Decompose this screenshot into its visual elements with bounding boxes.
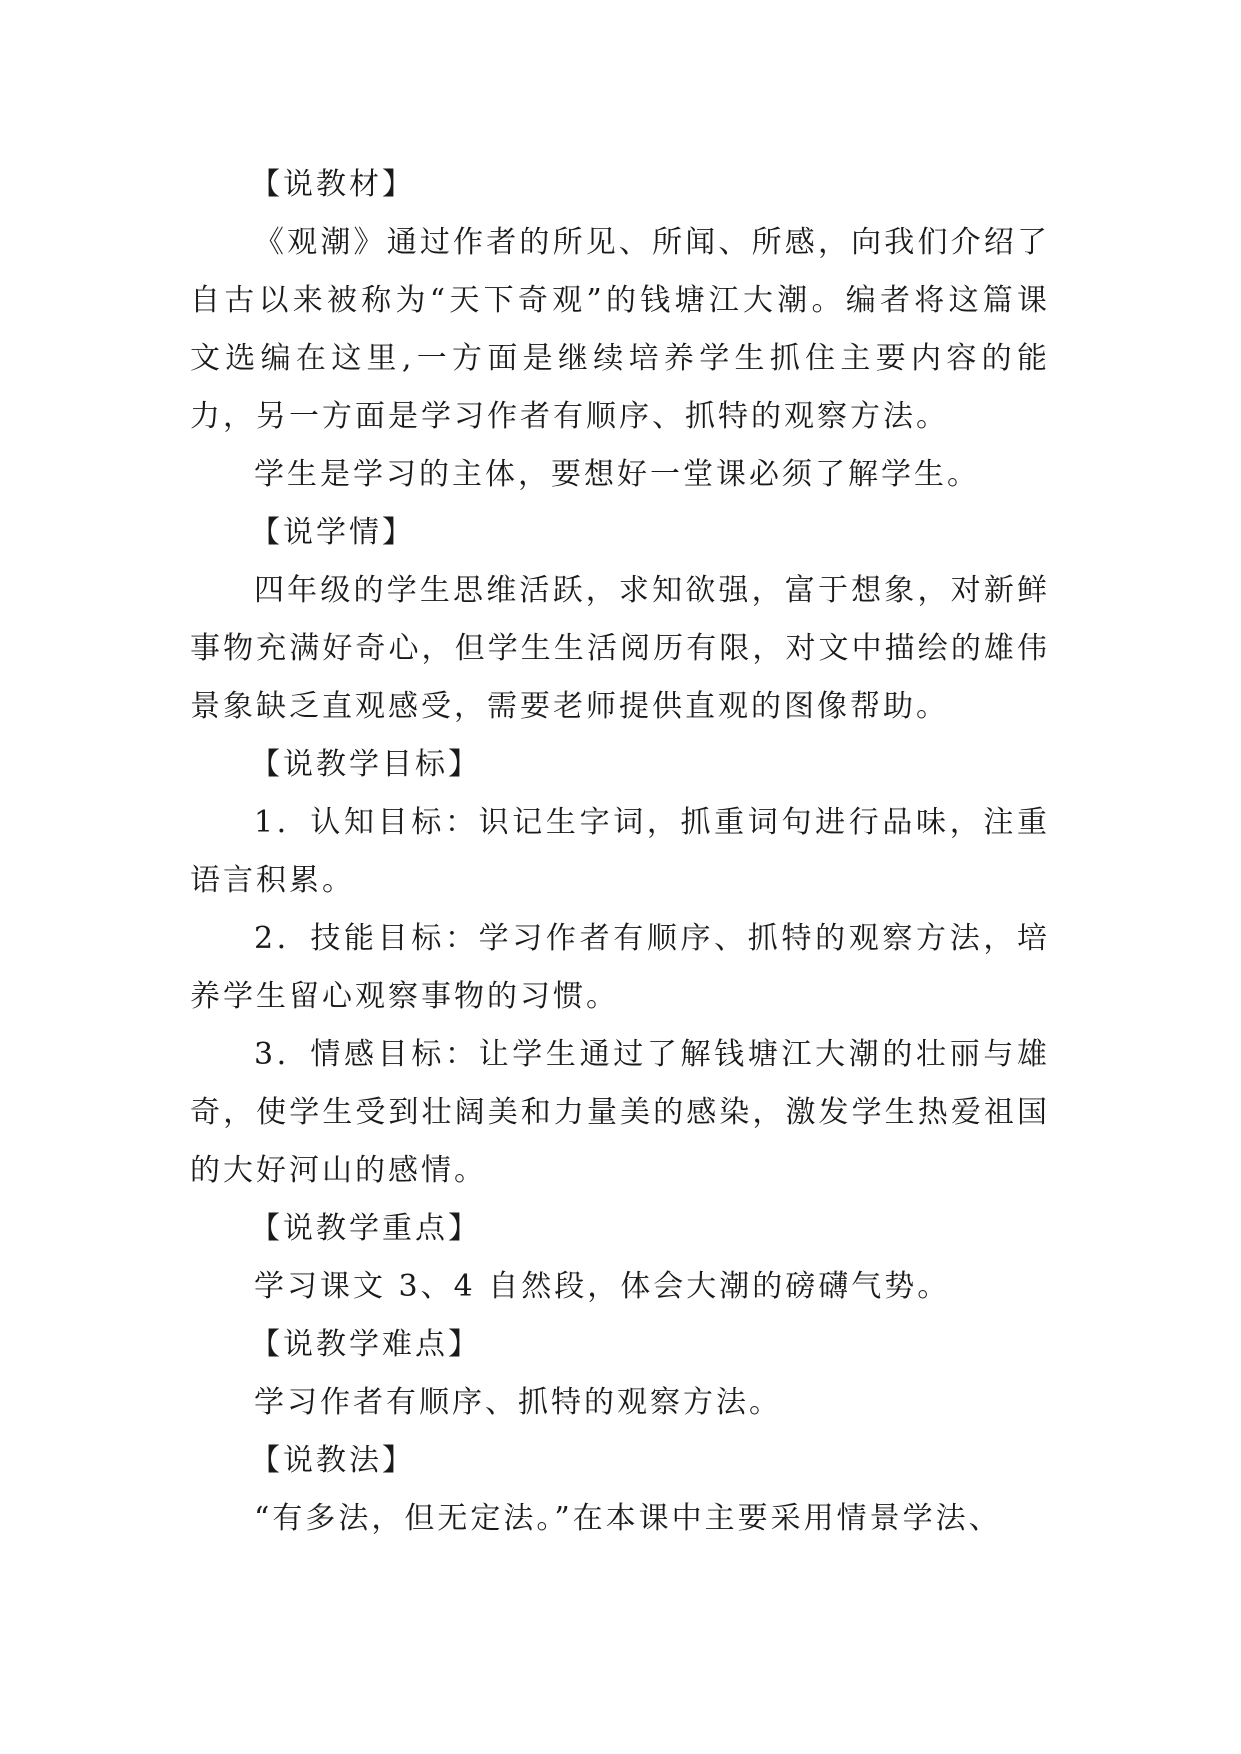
section-heading-method: 【说教法】 bbox=[250, 1443, 415, 1478]
section-heading-goals: 【说教学目标】 bbox=[250, 747, 481, 782]
section-heading-key-point: 【说教学重点】 bbox=[250, 1211, 481, 1246]
section-heading-difficult-point: 【说教学难点】 bbox=[250, 1327, 481, 1362]
section-heading-textbook: 【说教材】 bbox=[250, 167, 415, 202]
method-paragraph: “有多法，但无定法。”在本课中主要采用情景学法、 bbox=[254, 1501, 1002, 1536]
section-heading-students: 【说学情】 bbox=[250, 515, 415, 550]
goal-item-2: 2．技能目标：学习作者有顺序、抓特的观察方法，培养学生留心观察事物的习惯。 bbox=[190, 921, 1050, 1014]
student-intro-paragraph: 学生是学习的主体，要想好一堂课必须了解学生。 bbox=[254, 457, 980, 492]
key-point-text: 学习课文 3、4 自然段，体会大潮的磅礴气势。 bbox=[254, 1269, 951, 1304]
textbook-paragraph: 《观潮》通过作者的所见、所闻、所感，向我们介绍了自古以来被称为“天下奇观”的钱塘江大潮。编者将这篇课文选编在这里,一方面是继续培养学生抓住主要内容的能力，另一方面是学习作者有顺序、抓特的观察方法。 bbox=[190, 225, 1050, 434]
goal-item-3: 3．情感目标：让学生通过了解钱塘江大潮的壮丽与雄奇，使学生受到壮阔美和力量美的感染，激发学生热爱祖国的大好河山的感情。 bbox=[190, 1037, 1050, 1188]
document-body bbox=[190, 156, 1050, 1548]
goal-item-1: 1．认知目标：识记生字词，抓重词句进行品味，注重语言积累。 bbox=[190, 805, 1050, 898]
students-paragraph: 四年级的学生思维活跃，求知欲强，富于想象，对新鲜事物充满好奇心，但学生生活阅历有限，对文中描绘的雄伟景象缺乏直观感受，需要老师提供直观的图像帮助。 bbox=[190, 573, 1050, 724]
difficult-point-text: 学习作者有顺序、抓特的观察方法。 bbox=[254, 1385, 782, 1420]
